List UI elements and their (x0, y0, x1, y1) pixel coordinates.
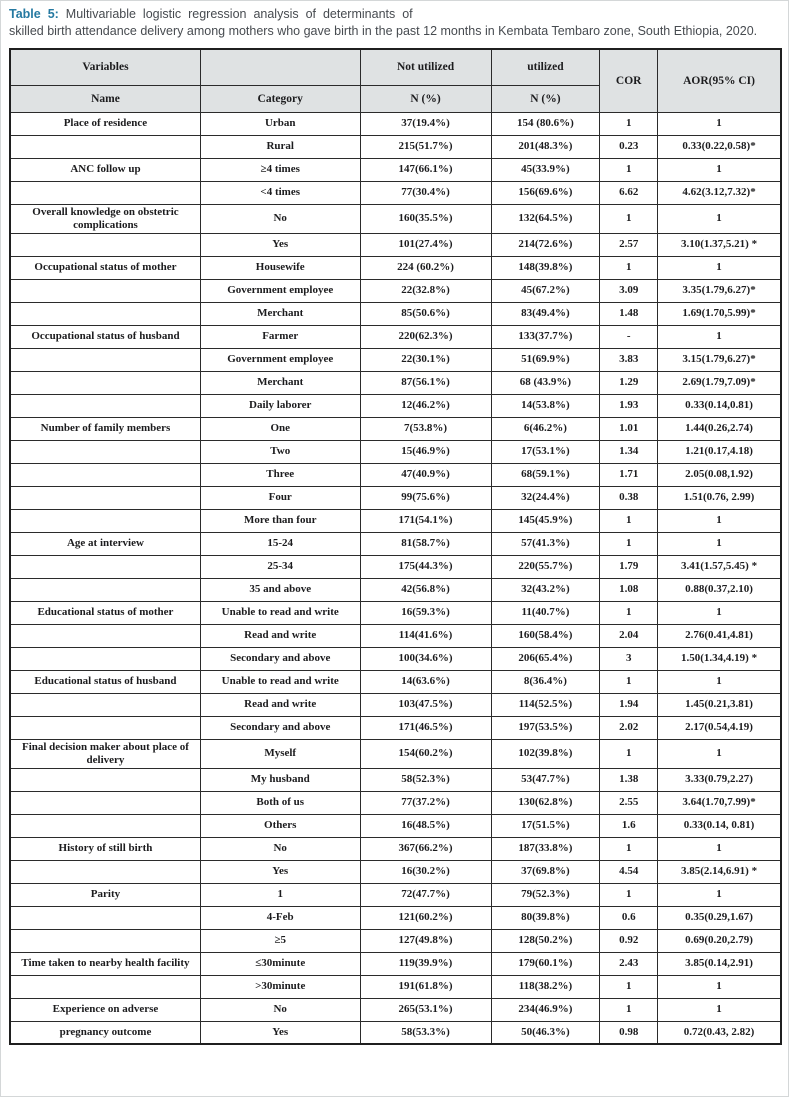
cell-cor: 1 (600, 204, 658, 233)
cell-category: 25-34 (200, 555, 360, 578)
cell-utilized: 57(41.3%) (491, 532, 600, 555)
cell-name (10, 929, 200, 952)
cell-category: 4-Feb (200, 906, 360, 929)
cell-not_utilized: 220(62.3%) (360, 325, 491, 348)
cell-cor: 1.34 (600, 440, 658, 463)
cell-name: Occupational status of husband (10, 325, 200, 348)
cell-utilized: 201(48.3%) (491, 135, 600, 158)
cell-aor: 1 (658, 158, 781, 181)
table-row (10, 302, 781, 325)
cell-cor: 1 (600, 158, 658, 181)
cell-name: Educational status of mother (10, 601, 200, 624)
cell-category: <4 times (200, 181, 360, 204)
cell-cor: 0.6 (600, 906, 658, 929)
table-row (10, 233, 781, 256)
cell-not_utilized: 171(54.1%) (360, 509, 491, 532)
cell-cor: 1.71 (600, 463, 658, 486)
cell-category: Housewife (200, 256, 360, 279)
cell-aor: 1 (658, 204, 781, 233)
table-row (10, 348, 781, 371)
cell-utilized: 130(62.8%) (491, 791, 600, 814)
cell-not_utilized: 175(44.3%) (360, 555, 491, 578)
cell-cor: 1.6 (600, 814, 658, 837)
cell-cor: 0.92 (600, 929, 658, 952)
cell-name (10, 791, 200, 814)
cell-category: Secondary and above (200, 716, 360, 739)
cell-cor: 0.23 (600, 135, 658, 158)
table-row (10, 135, 781, 158)
cell-utilized: 133(37.7%) (491, 325, 600, 348)
regression-table (9, 48, 782, 1045)
cell-not_utilized: 58(53.3%) (360, 1021, 491, 1044)
cell-name (10, 371, 200, 394)
table-row (10, 814, 781, 837)
cell-aor: 1 (658, 256, 781, 279)
cell-utilized: 68(59.1%) (491, 463, 600, 486)
table-row (10, 532, 781, 555)
cell-cor: 0.38 (600, 486, 658, 509)
cell-utilized: 83(49.4%) (491, 302, 600, 325)
cell-not_utilized: 99(75.6%) (360, 486, 491, 509)
cell-name: Parity (10, 883, 200, 906)
cell-category: More than four (200, 509, 360, 532)
cell-utilized: 187(33.8%) (491, 837, 600, 860)
cell-aor: 4.62(3.12,7.32)* (658, 181, 781, 204)
cell-aor: 0.33(0.14, 0.81) (658, 814, 781, 837)
cell-cor: 1.01 (600, 417, 658, 440)
cell-utilized: 68 (43.9%) (491, 371, 600, 394)
cell-name (10, 578, 200, 601)
cell-aor: 1 (658, 325, 781, 348)
cell-aor: 1 (658, 998, 781, 1021)
cell-cor: 1 (600, 739, 658, 768)
cell-not_utilized: 114(41.6%) (360, 624, 491, 647)
cell-category: Yes (200, 1021, 360, 1044)
cell-aor: 0.33(0.22,0.58)* (658, 135, 781, 158)
cell-category: Three (200, 463, 360, 486)
cell-category: Rural (200, 135, 360, 158)
cell-category: Unable to read and write (200, 670, 360, 693)
cell-utilized: 114(52.5%) (491, 693, 600, 716)
cell-utilized: 220(55.7%) (491, 555, 600, 578)
cell-cor: 4.54 (600, 860, 658, 883)
cell-utilized: 206(65.4%) (491, 647, 600, 670)
cell-utilized: 37(69.8%) (491, 860, 600, 883)
cell-not_utilized: 42(56.8%) (360, 578, 491, 601)
cell-cor: 1 (600, 112, 658, 135)
cell-utilized: 14(53.8%) (491, 394, 600, 417)
cell-cor: 2.04 (600, 624, 658, 647)
cell-cor: 1.29 (600, 371, 658, 394)
table-row (10, 998, 781, 1021)
cell-name: Occupational status of mother (10, 256, 200, 279)
cell-utilized: 179(60.1%) (491, 952, 600, 975)
cell-category: Unable to read and write (200, 601, 360, 624)
table-row (10, 417, 781, 440)
cell-cor: 2.55 (600, 791, 658, 814)
cell-aor: 3.10(1.37,5.21) * (658, 233, 781, 256)
cell-name (10, 555, 200, 578)
cell-category: 1 (200, 883, 360, 906)
cell-category: >30minute (200, 975, 360, 998)
cell-name: History of still birth (10, 837, 200, 860)
cell-category: 15-24 (200, 532, 360, 555)
header-empty (200, 49, 360, 85)
cell-cor: 1 (600, 509, 658, 532)
table-row (10, 256, 781, 279)
cell-cor: 1 (600, 601, 658, 624)
table-row (10, 624, 781, 647)
cell-aor: 1.69(1.70,5.99)* (658, 302, 781, 325)
cell-not_utilized: 160(35.5%) (360, 204, 491, 233)
table-row (10, 791, 781, 814)
cell-aor: 1 (658, 837, 781, 860)
header-row-1 (10, 49, 781, 85)
header-n-pct-utilized: N (%) (491, 85, 600, 112)
cell-aor: 1.51(0.76, 2.99) (658, 486, 781, 509)
cell-aor: 1 (658, 509, 781, 532)
cell-name: Educational status of husband (10, 670, 200, 693)
cell-aor: 1.21(0.17,4.18) (658, 440, 781, 463)
cell-name: Number of family members (10, 417, 200, 440)
cell-not_utilized: 171(46.5%) (360, 716, 491, 739)
cell-category: Government employee (200, 279, 360, 302)
cell-aor: 3.85(0.14,2.91) (658, 952, 781, 975)
cell-cor: - (600, 325, 658, 348)
cell-utilized: 128(50.2%) (491, 929, 600, 952)
cell-not_utilized: 103(47.5%) (360, 693, 491, 716)
cell-not_utilized: 147(66.1%) (360, 158, 491, 181)
cell-name: Age at interview (10, 532, 200, 555)
cell-utilized: 148(39.8%) (491, 256, 600, 279)
cell-aor: 1 (658, 601, 781, 624)
table-row (10, 1021, 781, 1044)
cell-category: ≤30minute (200, 952, 360, 975)
cell-aor: 0.88(0.37,2.10) (658, 578, 781, 601)
cell-not_utilized: 119(39.9%) (360, 952, 491, 975)
table-row (10, 440, 781, 463)
header-not-utilized: Not utilized (360, 49, 491, 85)
header-variables: Variables (10, 49, 200, 85)
cell-category: Two (200, 440, 360, 463)
table-row (10, 204, 781, 233)
cell-utilized: 17(53.1%) (491, 440, 600, 463)
cell-name (10, 768, 200, 791)
cell-utilized: 6(46.2%) (491, 417, 600, 440)
cell-not_utilized: 72(47.7%) (360, 883, 491, 906)
cell-category: Daily laborer (200, 394, 360, 417)
cell-aor: 1 (658, 975, 781, 998)
cell-not_utilized: 16(30.2%) (360, 860, 491, 883)
cell-name (10, 302, 200, 325)
cell-aor: 1 (658, 739, 781, 768)
cell-not_utilized: 81(58.7%) (360, 532, 491, 555)
cell-not_utilized: 16(48.5%) (360, 814, 491, 837)
cell-name (10, 624, 200, 647)
cell-aor: 1.50(1.34,4.19) * (658, 647, 781, 670)
cell-category: Yes (200, 233, 360, 256)
cell-name (10, 486, 200, 509)
cell-cor: 1.38 (600, 768, 658, 791)
cell-utilized: 118(38.2%) (491, 975, 600, 998)
cell-utilized: 79(52.3%) (491, 883, 600, 906)
table-row (10, 906, 781, 929)
cell-not_utilized: 37(19.4%) (360, 112, 491, 135)
cell-name (10, 693, 200, 716)
cell-category: My husband (200, 768, 360, 791)
table-row (10, 279, 781, 302)
cell-category: Four (200, 486, 360, 509)
header-cor: COR (600, 49, 658, 112)
cell-category: Government employee (200, 348, 360, 371)
cell-aor: 1.44(0.26,2.74) (658, 417, 781, 440)
cell-cor: 2.02 (600, 716, 658, 739)
cell-not_utilized: 191(61.8%) (360, 975, 491, 998)
cell-cor: 3.83 (600, 348, 658, 371)
cell-not_utilized: 22(32.8%) (360, 279, 491, 302)
cell-name (10, 647, 200, 670)
cell-aor: 2.76(0.41,4.81) (658, 624, 781, 647)
cell-aor: 1 (658, 112, 781, 135)
cell-not_utilized: 7(53.8%) (360, 417, 491, 440)
cell-aor: 3.33(0.79,2.27) (658, 768, 781, 791)
cell-utilized: 214(72.6%) (491, 233, 600, 256)
cell-cor: 1.94 (600, 693, 658, 716)
cell-not_utilized: 22(30.1%) (360, 348, 491, 371)
cell-aor: 2.69(1.79,7.09)* (658, 371, 781, 394)
cell-cor: 1 (600, 670, 658, 693)
cell-cor: 0.98 (600, 1021, 658, 1044)
cell-cor: 3 (600, 647, 658, 670)
cell-category: Farmer (200, 325, 360, 348)
cell-name (10, 814, 200, 837)
cell-name (10, 233, 200, 256)
cell-not_utilized: 12(46.2%) (360, 394, 491, 417)
table-row (10, 670, 781, 693)
table-row (10, 394, 781, 417)
cell-category: Read and write (200, 624, 360, 647)
cell-cor: 2.43 (600, 952, 658, 975)
table-row (10, 578, 781, 601)
cell-not_utilized: 101(27.4%) (360, 233, 491, 256)
table-row (10, 555, 781, 578)
cell-name: ANC follow up (10, 158, 200, 181)
cell-cor: 1 (600, 837, 658, 860)
cell-not_utilized: 77(30.4%) (360, 181, 491, 204)
cell-cor: 1 (600, 532, 658, 555)
table-row (10, 181, 781, 204)
header-category: Category (200, 85, 360, 112)
cell-cor: 1 (600, 998, 658, 1021)
cell-utilized: 32(24.4%) (491, 486, 600, 509)
cell-utilized: 45(33.9%) (491, 158, 600, 181)
cell-category: ≥4 times (200, 158, 360, 181)
table-header (10, 49, 781, 112)
cell-aor: 3.15(1.79,6.27)* (658, 348, 781, 371)
cell-category: Yes (200, 860, 360, 883)
cell-category: 35 and above (200, 578, 360, 601)
header-n-pct-not-utilized: N (%) (360, 85, 491, 112)
table-row (10, 860, 781, 883)
cell-name: pregnancy outcome (10, 1021, 200, 1044)
cell-category: Myself (200, 739, 360, 768)
cell-category: Merchant (200, 302, 360, 325)
cell-aor: 3.64(1.70,7.99)* (658, 791, 781, 814)
table-row (10, 952, 781, 975)
cell-cor: 1.79 (600, 555, 658, 578)
header-aor: AOR(95% CI) (658, 49, 781, 112)
cell-not_utilized: 47(40.9%) (360, 463, 491, 486)
table-row (10, 158, 781, 181)
cell-category: One (200, 417, 360, 440)
cell-category: Both of us (200, 791, 360, 814)
caption-text-1: Multivariable logistic regression analysis of determinants of (65, 7, 413, 21)
cell-utilized: 154 (80.6%) (491, 112, 600, 135)
caption-line-1 (9, 6, 780, 23)
table-caption (9, 6, 780, 40)
cell-cor: 6.62 (600, 181, 658, 204)
cell-name: Time taken to nearby health facility (10, 952, 200, 975)
cell-aor: 0.72(0.43, 2.82) (658, 1021, 781, 1044)
table-row (10, 486, 781, 509)
cell-aor: 0.69(0.20,2.79) (658, 929, 781, 952)
cell-utilized: 32(43.2%) (491, 578, 600, 601)
cell-utilized: 197(53.5%) (491, 716, 600, 739)
cell-category: No (200, 998, 360, 1021)
cell-utilized: 51(69.9%) (491, 348, 600, 371)
cell-not_utilized: 16(59.3%) (360, 601, 491, 624)
cell-utilized: 156(69.6%) (491, 181, 600, 204)
cell-aor: 0.33(0.14,0.81) (658, 394, 781, 417)
cell-not_utilized: 224 (60.2%) (360, 256, 491, 279)
cell-utilized: 11(40.7%) (491, 601, 600, 624)
cell-aor: 3.35(1.79,6.27)* (658, 279, 781, 302)
cell-name: Overall knowledge on obstetric complications (10, 204, 200, 233)
cell-not_utilized: 15(46.9%) (360, 440, 491, 463)
cell-name (10, 463, 200, 486)
table-row (10, 837, 781, 860)
cell-not_utilized: 77(37.2%) (360, 791, 491, 814)
cell-category: Merchant (200, 371, 360, 394)
table-row (10, 716, 781, 739)
cell-cor: 1.48 (600, 302, 658, 325)
cell-aor: 3.41(1.57,5.45) * (658, 555, 781, 578)
cell-name (10, 440, 200, 463)
cell-cor: 1 (600, 975, 658, 998)
table-row (10, 929, 781, 952)
cell-not_utilized: 127(49.8%) (360, 929, 491, 952)
header-name: Name (10, 85, 200, 112)
cell-category: Others (200, 814, 360, 837)
cell-not_utilized: 154(60.2%) (360, 739, 491, 768)
table-row (10, 883, 781, 906)
cell-utilized: 102(39.8%) (491, 739, 600, 768)
cell-name (10, 279, 200, 302)
cell-name (10, 135, 200, 158)
cell-category: No (200, 204, 360, 233)
cell-not_utilized: 265(53.1%) (360, 998, 491, 1021)
cell-cor: 1 (600, 256, 658, 279)
cell-name: Place of residence (10, 112, 200, 135)
cell-not_utilized: 85(50.6%) (360, 302, 491, 325)
cell-name: Final decision maker about place of delivery (10, 739, 200, 768)
cell-utilized: 160(58.4%) (491, 624, 600, 647)
table-row (10, 371, 781, 394)
cell-name (10, 860, 200, 883)
cell-aor: 1 (658, 883, 781, 906)
table-row (10, 739, 781, 768)
cell-aor: 1 (658, 532, 781, 555)
cell-name (10, 975, 200, 998)
cell-name (10, 716, 200, 739)
cell-cor: 1.08 (600, 578, 658, 601)
table-row (10, 768, 781, 791)
cell-category: Read and write (200, 693, 360, 716)
cell-not_utilized: 367(66.2%) (360, 837, 491, 860)
cell-utilized: 145(45.9%) (491, 509, 600, 532)
cell-utilized: 17(51.5%) (491, 814, 600, 837)
table-row (10, 601, 781, 624)
cell-not_utilized: 100(34.6%) (360, 647, 491, 670)
cell-category: Secondary and above (200, 647, 360, 670)
cell-category: ≥5 (200, 929, 360, 952)
table-number-label: Table 5: (9, 7, 59, 21)
cell-not_utilized: 87(56.1%) (360, 371, 491, 394)
cell-name (10, 181, 200, 204)
cell-aor: 0.35(0.29,1.67) (658, 906, 781, 929)
cell-utilized: 80(39.8%) (491, 906, 600, 929)
caption-line-2: skilled birth attendance delivery among mothers who gave birth in the past 12 months in Kembata Tembaro zone, South Ethiopia, 2020. (9, 24, 758, 38)
cell-not_utilized: 121(60.2%) (360, 906, 491, 929)
cell-utilized: 53(47.7%) (491, 768, 600, 791)
cell-utilized: 8(36.4%) (491, 670, 600, 693)
cell-cor: 2.57 (600, 233, 658, 256)
table-body (10, 112, 781, 1044)
cell-utilized: 234(46.9%) (491, 998, 600, 1021)
cell-cor: 1.93 (600, 394, 658, 417)
cell-name: Experience on adverse (10, 998, 200, 1021)
cell-aor: 2.17(0.54,4.19) (658, 716, 781, 739)
cell-name (10, 348, 200, 371)
table-row (10, 693, 781, 716)
cell-not_utilized: 215(51.7%) (360, 135, 491, 158)
cell-utilized: 50(46.3%) (491, 1021, 600, 1044)
table-row (10, 112, 781, 135)
cell-category: Urban (200, 112, 360, 135)
cell-aor: 1.45(0.21,3.81) (658, 693, 781, 716)
table-row (10, 463, 781, 486)
cell-aor: 1 (658, 670, 781, 693)
cell-cor: 1 (600, 883, 658, 906)
table-row (10, 509, 781, 532)
cell-name (10, 509, 200, 532)
cell-not_utilized: 14(63.6%) (360, 670, 491, 693)
cell-aor: 2.05(0.08,1.92) (658, 463, 781, 486)
cell-not_utilized: 58(52.3%) (360, 768, 491, 791)
table-row (10, 975, 781, 998)
cell-name (10, 394, 200, 417)
header-utilized: utilized (491, 49, 600, 85)
cell-utilized: 132(64.5%) (491, 204, 600, 233)
cell-aor: 3.85(2.14,6.91) * (658, 860, 781, 883)
cell-name (10, 906, 200, 929)
cell-cor: 3.09 (600, 279, 658, 302)
table-row (10, 647, 781, 670)
cell-category: No (200, 837, 360, 860)
cell-utilized: 45(67.2%) (491, 279, 600, 302)
table-row (10, 325, 781, 348)
